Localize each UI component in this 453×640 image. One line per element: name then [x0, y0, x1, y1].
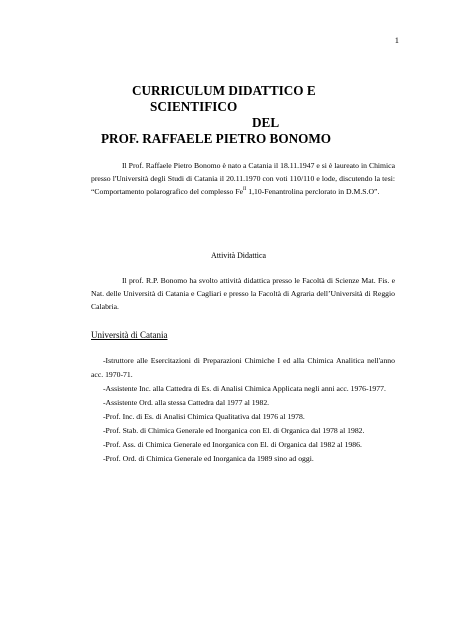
section-heading: Attività Didattica — [211, 251, 266, 260]
intro-paragraph — [91, 159, 395, 198]
list-item: -Assistente Inc. alla Cattedra di Es. di Analisi Chimica Applicata negli anni acc. 1976-1977. — [103, 384, 386, 393]
list-item: -Assistente Ord. alla stessa Cattedra dal 1977 al 1982. — [103, 398, 270, 407]
list-item: -Prof. Ord. di Chimica Generale ed Inorganica da 1989 sino ad oggi. — [103, 454, 314, 463]
title-line-4: PROF. RAFFAELE PIETRO BONOMO — [101, 131, 332, 146]
list-item: -Prof. Ass. di Chimica Generale ed Inorganica con El. di Organica dal 1982 al 1986. — [103, 440, 362, 449]
list-item: -Prof. Stab. di Chimica Generale ed Inorganica con El. di Organica dal 1978 al 1982. — [103, 426, 365, 435]
didactic-paragraph — [91, 274, 395, 313]
intro-text-end: 1,10-Fenantrolina perclorato in D.M.S.O”. — [246, 187, 380, 196]
intro-text: Il Prof. Raffaele Pietro Bonomo è nato a Catania il 18.11.1947 e si è laureato in Chimica presso l'Università degli Studi di Catania il 20.11.1970 con voti 110/110 e lode, discutendo la tesi: “Comportamento polarografico del complesso Fe — [91, 161, 395, 196]
intro-superscript: II — [243, 187, 247, 192]
subsection-heading: Università di Catania — [91, 330, 168, 340]
title-line-2: SCIENTIFICO — [150, 99, 238, 114]
list-item: -Istruttore alle Esercitazioni di Preparazioni Chimiche I ed alla Chimica Analitica nell'anno acc. 1970-71. — [91, 356, 395, 379]
page-number: 1 — [394, 35, 399, 45]
document-title — [70, 83, 388, 147]
didactic-text: Il prof. R.P. Bonomo ha svolto attività didattica presso le Facoltà di Scienze Mat. Fis. e Nat. delle Università di Catania e Cagliari e presso la Facoltà di Agraria dell’Università di Reggio Calabria. — [91, 276, 395, 311]
list-item: -Prof. Inc. di Es. di Analisi Chimica Qualitativa dal 1976 al 1978. — [103, 412, 305, 421]
positions-list — [91, 354, 395, 466]
title-line-3: DEL — [252, 115, 280, 130]
title-line-1: CURRICULUM DIDATTICO E — [132, 83, 316, 98]
